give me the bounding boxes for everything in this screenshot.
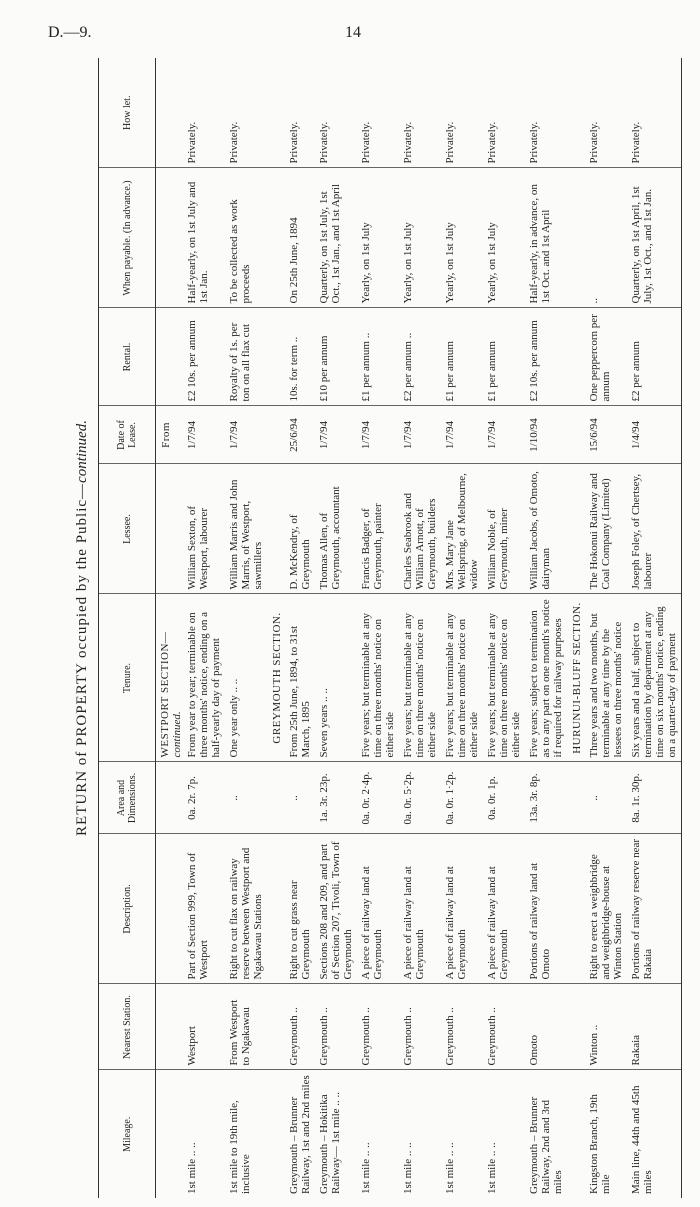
cell-how: Privately. — [441, 58, 483, 168]
cell-area: .. — [585, 762, 627, 834]
cell-lessee: Charles Seabrook and William Arnott, of Greymouth, builders — [399, 464, 441, 594]
cell-mileage: Greymouth – Hokitika Railway— 1st mile .. .. — [318, 1091, 342, 1194]
cell-area: 1a. 3r. 23p. — [315, 762, 357, 834]
cell-how: Privately. — [357, 58, 399, 168]
cell-area: 0a. 0r. 5·2p. — [399, 762, 441, 834]
cell-date: 1/10/94 — [525, 406, 567, 464]
section-greymouth-heading: GREYMOUTH SECTION. — [267, 594, 285, 762]
cell-tenure: Five years; subject to termination as to any part on one month's notice if required for railway purposes — [525, 594, 567, 762]
cell-rental: £2 10s. per annum — [183, 308, 225, 406]
cell-payable: To be collected as work proceeds — [225, 168, 267, 308]
cell-date: 15/6/94 — [585, 406, 627, 464]
cell-tenure: From year to year; terminable on three months' notice, ending on a half-yearly day of payment — [183, 594, 225, 762]
cell-station: Greymouth .. — [285, 984, 315, 1070]
col-when-payable: When payable. (In advance.) — [99, 168, 156, 308]
cell-mileage: 1st mile to 19th mile, inclusive — [228, 1100, 252, 1194]
table-row — [585, 58, 627, 1198]
cell-mileage: Kingston Branch, 19th mile — [588, 1094, 612, 1194]
cell-tenure: Five years; but terminable at any time on three months' notice on either side — [357, 594, 399, 762]
section-row-westport — [156, 58, 184, 1198]
table-row — [441, 58, 483, 1198]
cell-station: Westport — [183, 984, 225, 1070]
table-row — [315, 58, 357, 1198]
cell-how: Privately. — [315, 58, 357, 168]
cell-description: Right to cut grass near Greymouth — [285, 834, 315, 984]
cell-tenure: From 25th June, 1894, to 31st March, 1895 — [285, 594, 315, 762]
table-row — [225, 58, 267, 1198]
cell-date: 1/7/94 — [183, 406, 225, 464]
col-nearest-station: Nearest Station. — [99, 984, 156, 1070]
cell-area: 13a. 3r. 8p. — [525, 762, 567, 834]
cell-how: Privately. — [627, 58, 682, 168]
cell-lessee: Thomas Allen, of Greymouth, accountant — [315, 464, 357, 594]
cell-payable: Yearly, on 1st July — [483, 168, 525, 308]
cell-payable: Yearly, on 1st July — [441, 168, 483, 308]
cell-rental: 10s. for term .. — [285, 308, 315, 406]
rotated-return-table — [68, 58, 678, 1198]
cell-payable: Half-yearly, in advance, on 1st Oct. and 1st April — [525, 168, 567, 308]
cell-payable: Yearly, on 1st July — [357, 168, 399, 308]
property-table — [98, 58, 682, 1198]
table-row — [525, 58, 567, 1198]
cell-station: Rakaia — [627, 984, 682, 1070]
cell-description: A piece of railway land at Greymouth — [441, 834, 483, 984]
cell-lessee: William Marris and John Marris, of Westport, sawmillers — [225, 464, 267, 594]
cell-tenure: One year only .. .. — [225, 594, 267, 762]
page-number: 14 — [345, 24, 361, 41]
cell-description: Right to cut flax on railway reserve between Westport and Ngakawau Stations — [225, 834, 267, 984]
cell-description: Right to erect a weighbridge and weighbridge-house at Winton Station — [585, 834, 627, 984]
cell-mileage: 1st mile .. .. — [486, 1142, 498, 1194]
cell-description: Portions of railway land at Omoto — [525, 834, 567, 984]
col-tenure: Tenure. — [99, 594, 156, 762]
col-description: Description. — [99, 834, 156, 984]
cell-rental: One peppercorn per annum — [585, 308, 627, 406]
cell-date: 1/7/94 — [399, 406, 441, 464]
cell-mileage: 1st mile .. .. — [444, 1142, 456, 1194]
cell-lessee: William Jacobs, of Omoto, dairyman — [525, 464, 567, 594]
cell-how: Privately. — [285, 58, 315, 168]
cell-tenure: Five years; but terminable at any time on three months' notice on either side — [483, 594, 525, 762]
cell-lessee: Mrs. Mary Jane Wellspring, of Melbourne, widow — [441, 464, 483, 594]
cell-area: 8a. 1r. 30p. — [627, 762, 682, 834]
cell-station: Omoto — [525, 984, 567, 1070]
table-row — [285, 58, 315, 1198]
cell-description: Sections 208 and 209, and part of Section 207, Tivoli, Town of Greymouth — [315, 834, 357, 984]
cell-rental: £1 per annum .. — [357, 308, 399, 406]
cell-mileage: Greymouth – Brunner Railway, 2nd and 3rd miles — [528, 1096, 564, 1194]
cell-area: 0a. 0r. 1p. — [483, 762, 525, 834]
cell-date: 25/6/94 — [285, 406, 315, 464]
cell-payable: Quarterly, on 1st April, 1st July, 1st Oct., and 1st Jan. — [627, 168, 682, 308]
cell-lessee: Francis Badger, of Greymouth, painter — [357, 464, 399, 594]
cell-how: Privately. — [183, 58, 225, 168]
cell-lessee: William Sexton, of Westport, labourer — [183, 464, 225, 594]
col-mileage: Mileage. — [99, 1070, 156, 1198]
cell-mileage: 1st mile .. .. — [402, 1142, 414, 1194]
cell-payable: .. — [585, 168, 627, 308]
cell-rental: £2 per annum .. — [399, 308, 441, 406]
cell-payable: Yearly, on 1st July — [399, 168, 441, 308]
cell-rental: Royalty of 1s. per ton on all flax cut — [225, 308, 267, 406]
cell-rental: £2 10s. per annum — [525, 308, 567, 406]
col-date: Date of Lease. — [99, 406, 156, 464]
cell-date: 1/4/94 — [627, 406, 682, 464]
cell-mileage: 1st mile .. .. — [186, 1142, 198, 1194]
cell-rental: £2 per annum — [627, 308, 682, 406]
cell-mileage: Main line, 44th and 45th miles — [627, 1070, 682, 1198]
cell-area: .. — [225, 762, 267, 834]
cell-how: Privately. — [483, 58, 525, 168]
col-lessee: Lessee. — [99, 464, 156, 594]
section-hurunui-heading: HURUNUI-BLUFF SECTION. — [567, 594, 585, 762]
cell-area: 0a. 0r. 1·2p. — [441, 762, 483, 834]
cell-date: 1/7/94 — [483, 406, 525, 464]
table-row — [399, 58, 441, 1198]
return-title-main: RETURN of PROPERTY occupied by the Public— — [74, 482, 90, 836]
cell-description: A piece of railway land at Greymouth — [483, 834, 525, 984]
date-from-label: From — [156, 406, 184, 464]
cell-mileage: Greymouth – Brunner Railway, 1st and 2nd miles — [288, 1075, 312, 1194]
cell-rental: £1 per annum — [483, 308, 525, 406]
cell-rental: £10 per annum — [315, 308, 357, 406]
section-westport-label: WESTPORT SECTION— — [159, 631, 171, 758]
cell-mileage: 1st mile .. .. — [360, 1142, 372, 1194]
section-westport-continued: continued. — [171, 711, 183, 758]
cell-date: 1/7/94 — [357, 406, 399, 464]
cell-station: Greymouth .. — [399, 984, 441, 1070]
cell-rental: £1 per annum — [441, 308, 483, 406]
cell-tenure: Six years and a half, subject to termination by department at any time on six months' notice, ending on a quarter-day of payment — [627, 594, 682, 762]
cell-how: Privately. — [525, 58, 567, 168]
cell-date: 1/7/94 — [225, 406, 267, 464]
cell-description: Portions of railway reserve near Rakaia — [627, 834, 682, 984]
cell-date: 1/7/94 — [315, 406, 357, 464]
cell-station: From Westport to Ngakawau — [225, 984, 267, 1070]
cell-station: Greymouth .. — [483, 984, 525, 1070]
cell-lessee: William Noble, of Greymouth, miner — [483, 464, 525, 594]
cell-how: Privately. — [585, 58, 627, 168]
cell-tenure: Seven years .. .. — [315, 594, 357, 762]
cell-area: 0a. 0r. 2·4p. — [357, 762, 399, 834]
cell-how: Privately. — [399, 58, 441, 168]
cell-lessee: D. McKendry, of Greymouth — [285, 464, 315, 594]
cell-tenure: Five years; but terminable at any time on three months' notice on either side — [441, 594, 483, 762]
cell-how: Privately. — [225, 58, 267, 168]
cell-tenure: Three years and two months, but terminable at any time by the lessees on three months' notice — [585, 594, 627, 762]
cell-station: Winton .. — [585, 984, 627, 1070]
col-rental: Rental. — [99, 308, 156, 406]
table-row — [483, 58, 525, 1198]
return-title — [68, 58, 96, 1198]
cell-lessee: The Hokonui Railway and Coal Company (Limited) — [585, 464, 627, 594]
section-westport-heading — [156, 594, 184, 762]
cell-area: 0a. 2r. 7p. — [183, 762, 225, 834]
cell-station: Greymouth .. — [357, 984, 399, 1070]
cell-lessee: Joseph Foley, of Chertsey, labourer — [627, 464, 682, 594]
cell-payable: Quarterly, on 1st July, 1st Oct., 1st Jan., and 1st April — [315, 168, 357, 308]
table-row — [627, 58, 682, 1198]
col-how-let: How let. — [99, 58, 156, 168]
col-area: Area and Dimensions. — [99, 762, 156, 834]
table-row — [357, 58, 399, 1198]
cell-station: Greymouth .. — [441, 984, 483, 1070]
cell-description: Part of Section 999, Town of Westport — [183, 834, 225, 984]
document-code: D.—9. — [48, 24, 92, 41]
return-title-continued: continued. — [74, 420, 90, 483]
cell-station: Greymouth .. — [315, 984, 357, 1070]
section-row-greymouth — [267, 58, 285, 1198]
table-row — [183, 58, 225, 1198]
cell-tenure: Five years; but terminable at any time on three months' notice on either side — [399, 594, 441, 762]
cell-description: A piece of railway land at Greymouth — [399, 834, 441, 984]
cell-payable: Half-yearly, on 1st July and 1st Jan. — [183, 168, 225, 308]
section-row-hurunui — [567, 58, 585, 1198]
cell-description: A piece of railway land at Greymouth — [357, 834, 399, 984]
header-row — [99, 58, 156, 1198]
cell-payable: On 25th June, 1894 — [285, 168, 315, 308]
cell-date: 1/7/94 — [441, 406, 483, 464]
cell-area: .. — [285, 762, 315, 834]
